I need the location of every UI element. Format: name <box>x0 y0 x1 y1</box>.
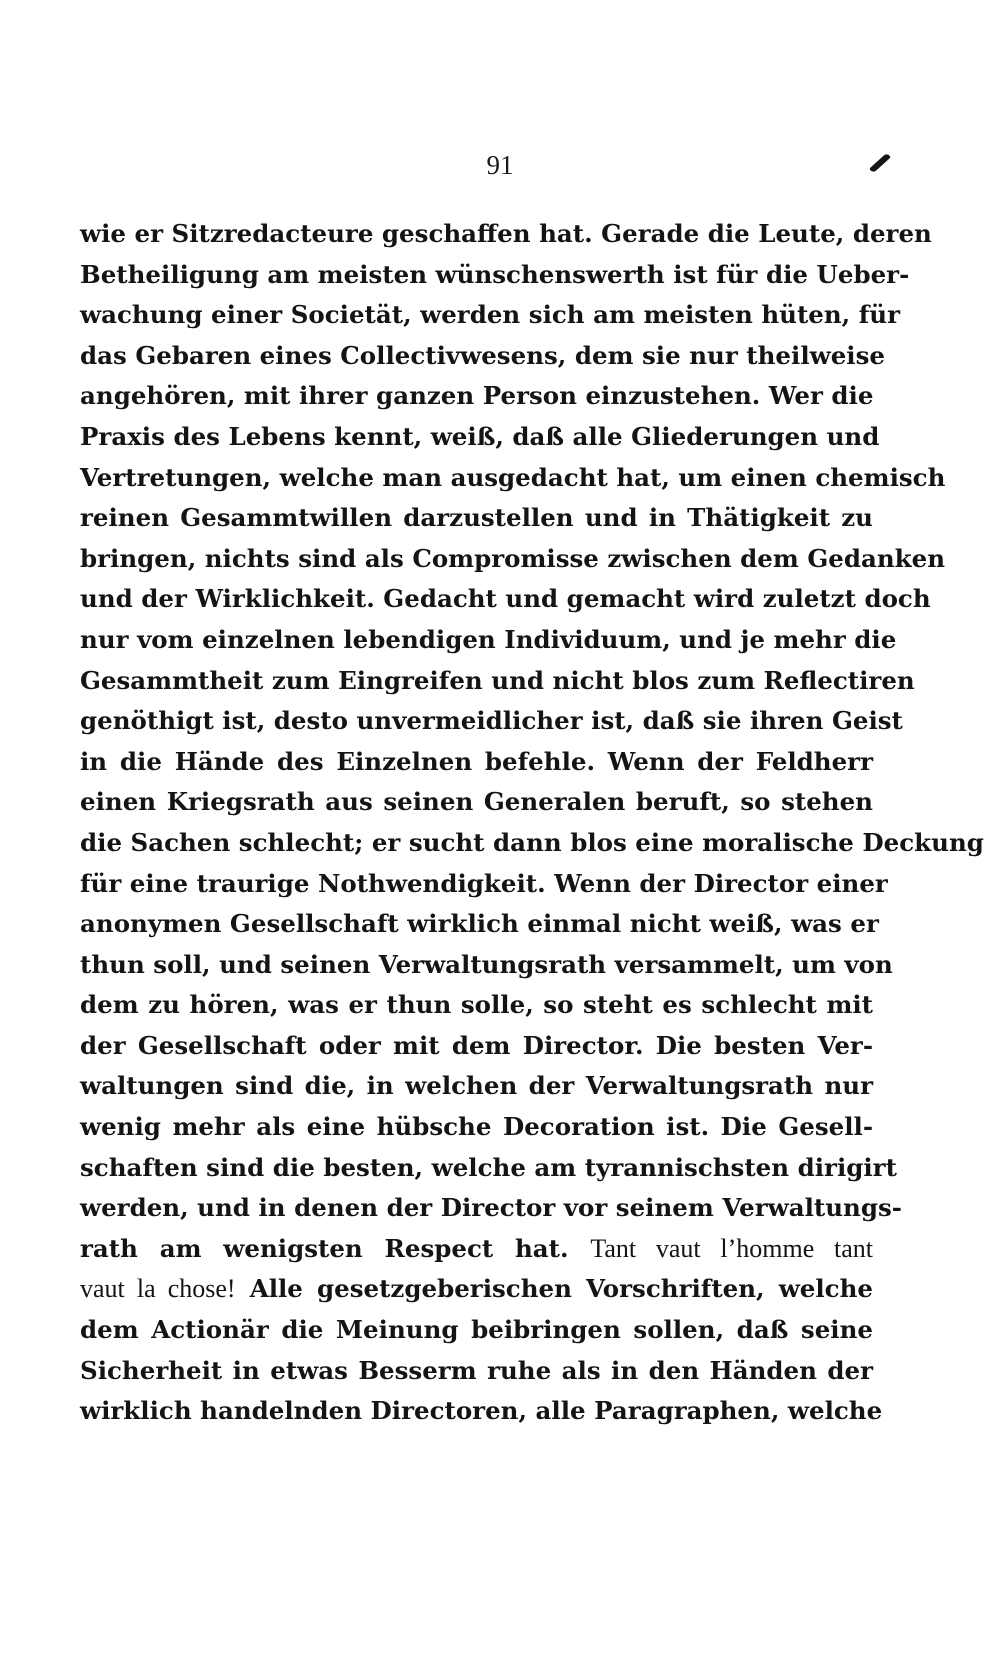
text-segment: Alle gesetzgeberischen Vorschriften, welche <box>249 1274 873 1304</box>
text-line: thun soll, und seinen Verwaltungsrath versammelt, um von <box>80 949 893 979</box>
text-line: die Sachen schlecht; er sucht dann blos eine moralische Deckung <box>80 827 984 857</box>
latin-quote-segment: vaut la chose! <box>80 1274 236 1304</box>
text-line: wenig mehr als eine hübsche Decoration ist. Die Gesell- <box>80 1112 873 1142</box>
page-number: 91 <box>486 150 514 180</box>
text-line: nur vom einzelnen lebendigen Individuum, und je mehr die <box>80 624 897 654</box>
text-line <box>80 1269 873 1310</box>
text-line: werden, und in denen der Director vor seinem Verwaltungs- <box>80 1193 902 1223</box>
text-line: wachung einer Societät, werden sich am meisten hüten, für <box>80 300 900 330</box>
text-line: einen Kriegsrath aus seinen Generalen beruft, so stehen <box>80 787 873 817</box>
text-line: anonymen Gesellschaft wirklich einmal nicht weiß, was er <box>80 909 879 939</box>
text-line: für eine traurige Nothwendigkeit. Wenn der Director einer <box>80 868 888 898</box>
text-line: und der Wirklichkeit. Gedacht und gemacht wird zuletzt doch <box>80 584 931 614</box>
text-line: das Gebaren eines Collectivwesens, dem sie nur theilweise <box>80 340 885 370</box>
text-line: wie er Sitzredacteure geschaffen hat. Gerade die Leute, deren <box>80 219 932 248</box>
text-line: waltungen sind die, in welchen der Verwaltungsrath nur <box>80 1071 873 1101</box>
text-line: schaften sind die besten, welche am tyrannischsten dirigirt <box>80 1152 897 1182</box>
text-line: Sicherheit in etwas Besserm ruhe als in den Händen der <box>80 1355 873 1385</box>
text-line: dem zu hören, was er thun solle, so steht es schlecht mit <box>80 990 873 1020</box>
latin-quote-segment: Tant vaut l’homme tant <box>590 1233 874 1263</box>
text-line: Gesammtheit zum Eingreifen und nicht blos zum Reflectiren <box>80 665 915 695</box>
text-line: Betheiligung am meisten wünschenswerth ist für die Ueber- <box>80 259 910 289</box>
text-line: in die Hände des Einzelnen befehle. Wenn der Feldherr <box>80 746 873 776</box>
body-text <box>80 214 984 1432</box>
text-line: angehören, mit ihrer ganzen Person einzustehen. Wer die <box>80 381 874 411</box>
text-line: Praxis des Lebens kennt, weiß, daß alle Gliederungen und <box>80 421 880 451</box>
text-line: der Gesellschaft oder mit dem Director. Die besten Ver- <box>80 1030 873 1060</box>
text-line: bringen, nichts sind als Compromisse zwischen dem Gedanken <box>80 543 946 573</box>
text-segment: rath am wenigsten Respect hat. <box>80 1233 569 1263</box>
text-line: wirklich handelnden Directoren, alle Paragraphen, welche <box>80 1396 883 1426</box>
text-line <box>80 1229 873 1270</box>
text-line: reinen Gesammtwillen darzustellen und in Thätigkeit zu <box>80 503 873 533</box>
text-line: Vertretungen, welche man ausgedacht hat, um einen chemisch <box>80 462 946 492</box>
text-line: genöthigt ist, desto unvermeidlicher ist, daß sie ihren Geist <box>80 706 903 736</box>
text-line: dem Actionär die Meinung beibringen sollen, daß seine <box>80 1315 873 1345</box>
